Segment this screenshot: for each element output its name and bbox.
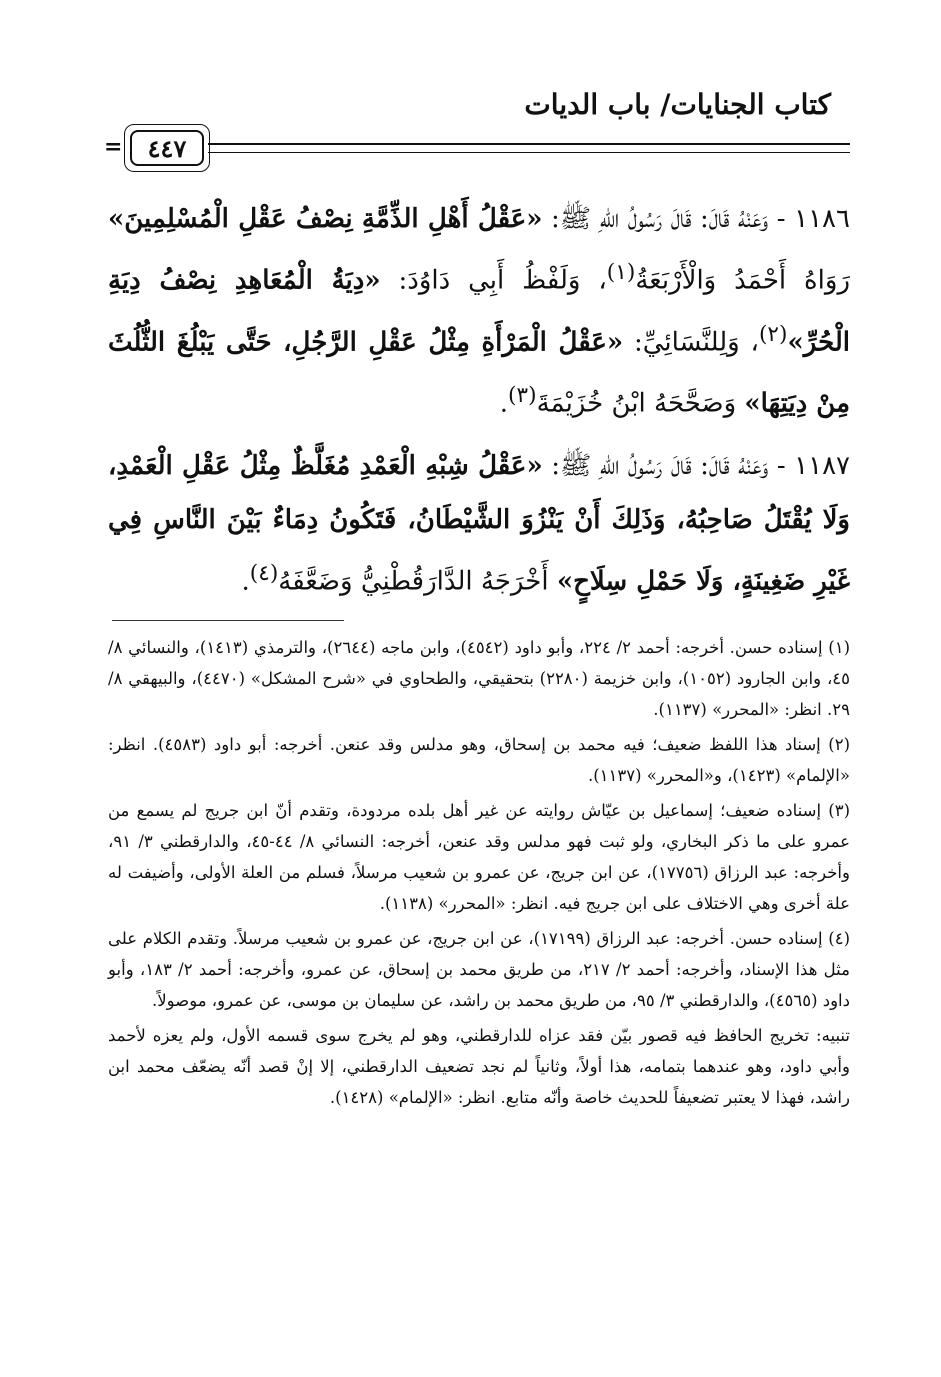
hadith-lead: ١١٨٦ - وَعَنْهُ قَالَ: قَالَ رَسُولُ اللهِ ﷺ: xyxy=(542,204,850,234)
hadith-source: أَخْرَجَهُ الدَّارَقُطْنِيُّ وَضَعَّفَهُ xyxy=(278,566,557,597)
hadith-source: رَوَاهُ أَحْمَدُ وَالْأَرْبَعَةُ xyxy=(635,265,850,296)
period: . xyxy=(499,388,509,419)
header-rule-thin xyxy=(208,152,850,153)
main-text xyxy=(108,192,850,617)
tanbih-note: تنبيه: تخريج الحافظ فيه قصور بيّن فقد عزاه للدارقطني، وهو لم يخرج سوى قسمه الأول، ولم يعزه لأحمد وأبي داود، وهو عندهما بتمامه، هذا أولاً، وثانياً لم نجد تضعيف الدارقطني، إلا إنْ قصد أنّه يضعّف محمد ابن راشد، فهذا لا يعتبر تضعيفاً للحديث خاصة وأنّه متابع. انظر: «الإلمام» (١٤٢٨). xyxy=(108,1026,850,1107)
header-rule-thick xyxy=(208,143,850,145)
hadith-1187 xyxy=(108,439,850,609)
equals-mark: = xyxy=(104,134,123,160)
hadith-1186 xyxy=(108,192,850,431)
hadith-quote: «عَقْلُ أَهْلِ الذِّمَّةِ نِصْفُ عَقْلِ الْمُسْلِمِينَ» xyxy=(108,204,543,234)
hadith-source: ، وَلَفْظُ أَبِي دَاوُدَ: xyxy=(380,265,607,296)
footnote-4: (٤) إسناده حسن. أخرجه: عبد الرزاق (١٧١٩٩)، عن ابن جريج، عن عمرو بن شعيب مرسلاً. وتقدم الكلام على مثل هذا الإسناد، وأخرجه: أحمد ٢/ ٢١٧، من طريق محمد بن إسحاق، عن عمرو، وأخرجه: أحمد ٢/ ١٨٣، وأبو داود (٤٥٦٥)، والدارقطني ٣/ ٩٥، من طريق محمد بن راشد، عن سليمان بن موسى، عن عمرو، موصولاً. xyxy=(108,929,851,1010)
hadith-lead: ١١٨٧ - وَعَنْهُ قَالَ: قَالَ رَسُولُ اللهِ ﷺ: xyxy=(542,450,850,481)
running-header-title: كتاب الجنايات/ باب الديات xyxy=(524,88,831,121)
footnote-ref-2: (٢) xyxy=(758,321,788,347)
hadith-source: وَصَحَّحَهُ ابْنُ خُزَيْمَةَ xyxy=(536,388,745,419)
footnote-ref-3: (٣) xyxy=(508,383,537,409)
hadith-source: ، وَلِلنَّسَائِيِّ: xyxy=(623,327,759,358)
hadith-quote: «دِيَةُ الْمُعَاهِدِ نِصْفُ دِيَةِ الْحُرِّ» xyxy=(108,265,851,358)
footnote-ref-4: (٤) xyxy=(249,560,279,586)
footnote-1: (١) إسناده حسن. أخرجه: أحمد ٢/ ٢٢٤، وأبو داود (٤٥٤٢)، وابن ماجه (٢٦٤٤)، والترمذي (١٤١٣)، والنسائي ٨/ ٤٥، وابن الجارود (١٠٥٢)، وابن خزيمة (٢٢٨٠) بتحقيقي، والطحاوي في «شرح المشكل» (٤٤٧٠)، والبيهقي ٨/ ٢٩. انظر: «المحرر» (١١٣٧). xyxy=(108,638,851,719)
hadith-quote: «عَقْلُ شِبْهِ الْعَمْدِ مُغَلَّظٌ مِثْلُ عَقْلِ الْعَمْدِ، وَلَا يُقْتَلُ صَاحِبُهُ، وَذَلِكَ أَنْ يَنْزُوَ الشَّيْطَانُ، فَتَكُونُ دِمَاءٌ بَيْنَ النَّاسِ فِي غَيْرِ ضَغِينَةٍ، وَلَا حَمْلِ سِلَاحٍ» xyxy=(108,450,850,597)
footnote-ref-1: (١) xyxy=(606,260,636,285)
footnote-2: (٢) إسناد هذا اللفظ ضعيف؛ فيه محمد بن إسحاق، وهو مدلس وقد عنعن. أخرجه: أبو داود (٤٥٨٣). انظر: «الإلمام» (١٤٢٣)، و«المحرر» (١١٣٧). xyxy=(108,735,850,785)
page-number: ٤٤٧ xyxy=(130,130,204,166)
footnotes xyxy=(108,632,850,1113)
footnote-3: (٣) إسناده ضعيف؛ إسماعيل بن عيّاش روايته عن غير أهل بلده مردودة، وتقدم أنّ ابن جريج لم يسمع من عمرو على ما ذكر البخاري، ولو ثبت فهو مدلس وقد عنعن، أخرجه: النسائي ٨/ ٤٤-٤٥، والدارقطني ٣/ ٩١، وأخرجه: عبد الرزاق (١٧٧٥٦)، عن ابن جريج، عن عمرو بن شعيب مرسلاً، فسلم من العلة الأولى، وأضيفت له علة أخرى وهي الاختلاف على ابن جريج فيه. انظر: «المحرر» (١١٣٨). xyxy=(108,801,850,913)
hadith-quote: «عَقْلُ الْمَرْأَةِ مِثْلُ عَقْلِ الرَّجُلِ، حَتَّى يَبْلُغَ الثُّلُثَ مِنْ دِيَتِهَا» xyxy=(108,327,850,419)
period: . xyxy=(241,566,250,597)
footnote-separator xyxy=(112,620,344,621)
header-ornament xyxy=(104,130,850,174)
